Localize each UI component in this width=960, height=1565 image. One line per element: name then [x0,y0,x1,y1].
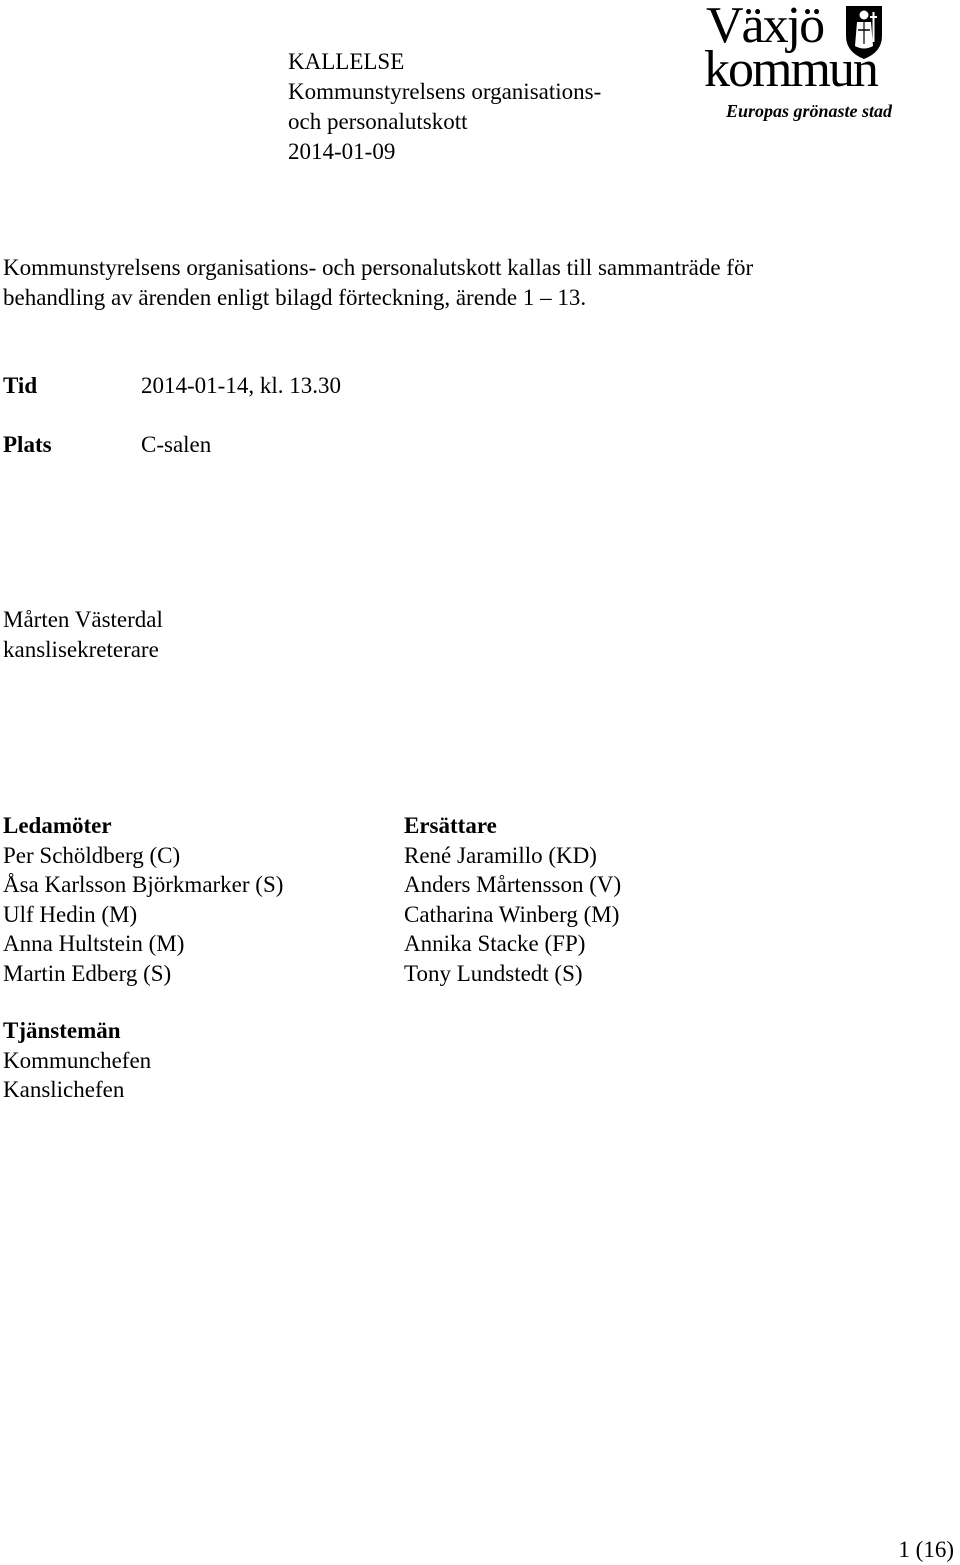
list-item: Ulf Hedin (M) [3,901,138,927]
logo-tagline: Europas grönaste stad [726,101,893,121]
list-item: Kommunchefen [3,1047,152,1073]
substitutes-heading: Ersättare [404,813,497,838]
list-item: Anna Hultstein (M) [3,931,185,956]
place-label: Plats [3,432,52,457]
document-header [288,47,601,167]
signatory-title: kanslisekreterare [3,636,159,662]
members-list [3,811,283,988]
list-item: René Jaramillo (KD) [404,842,597,868]
members-heading: Ledamöter [3,813,112,838]
vaxjo-kommun-logo [704,2,914,126]
time-label: Tid [3,373,38,398]
time-value: 2014-01-14, kl. 13.30 [141,373,341,398]
officials-heading: Tjänstemän [3,1018,121,1043]
place-value: C-salen [141,432,212,457]
list-item: Catharina Winberg (M) [404,901,620,927]
list-item: Åsa Karlsson Björkmarker (S) [3,872,284,897]
intro-paragraph [3,253,753,312]
list-item: Per Schöldberg (C) [3,842,181,868]
list-item: Kanslichefen [3,1077,125,1102]
list-item: Tony Lundstedt (S) [404,960,583,986]
doc-type: KALLELSE [288,49,405,74]
document-date: 2014-01-09 [288,139,396,164]
list-item: Annika Stacke (FP) [404,931,586,956]
logo-word-vaxjo: Växjö [706,0,824,54]
logo-word-kommun: kommun [704,41,877,98]
intro-line-1: Kommunstyrelsens organisations- och personalutskott kallas till sammanträde för [3,255,754,280]
signatory-name: Mårten Västerdal [3,607,163,632]
intro-line-2: behandling av ärenden enligt bilagd förteckning, ärende 1 – 13. [3,284,587,310]
list-item: Anders Mårtensson (V) [404,872,622,897]
substitutes-list [404,811,621,988]
page-number: 1 (16) [898,1537,954,1562]
officials-list [3,1016,151,1105]
signature-block [3,605,163,664]
committee-name-line-1: Kommunstyrelsens organisations- [288,79,602,104]
committee-name-line-2: och personalutskott [288,109,468,134]
list-item: Martin Edberg (S) [3,960,172,986]
